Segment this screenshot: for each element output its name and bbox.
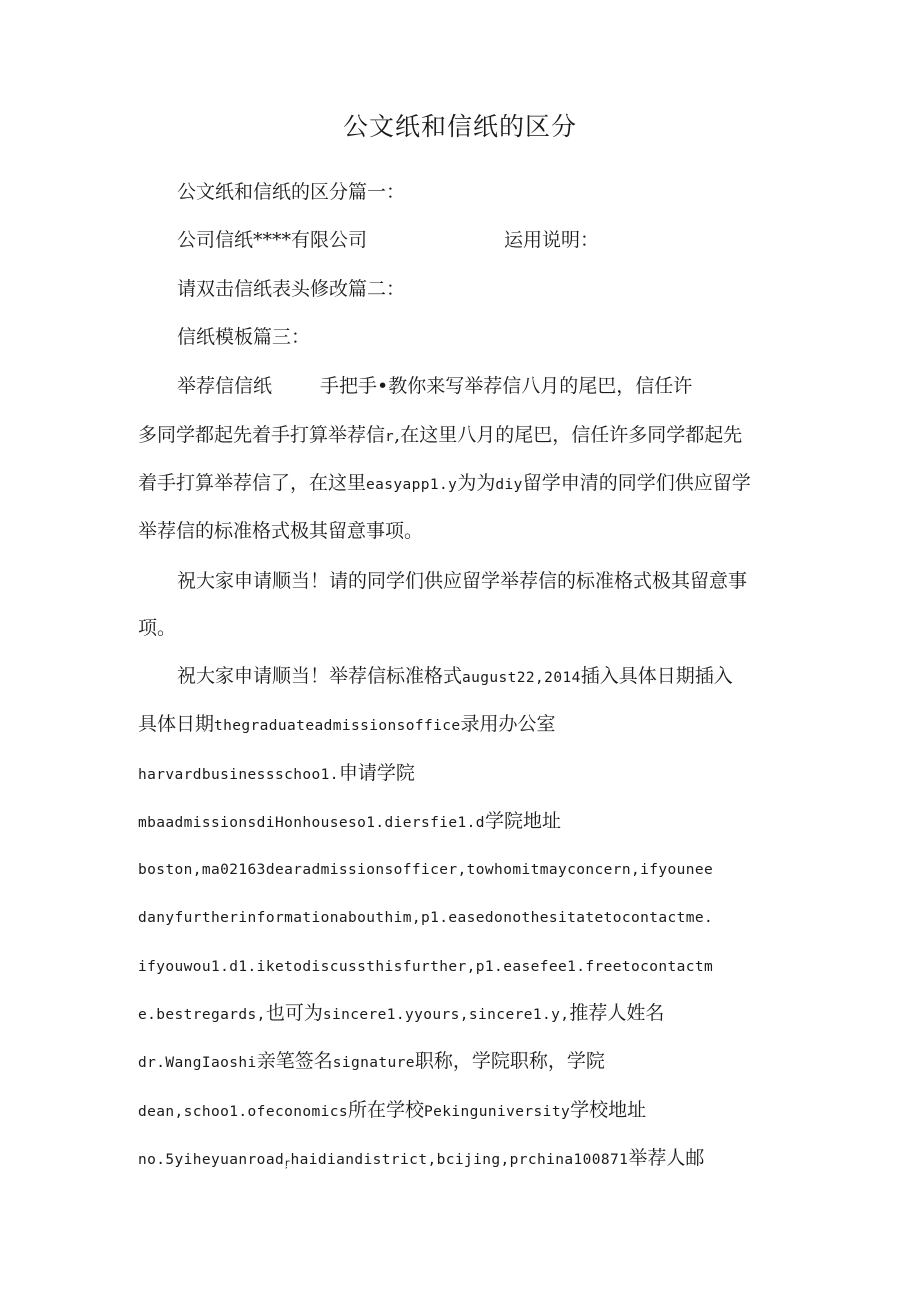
company-letterhead-text: 公司信纸****有限公司 (177, 229, 368, 251)
text-run: ,在这里八月的尾巴，信任许多同学都起先 (394, 424, 743, 446)
text-run: dr.WangIaoshi (138, 1055, 257, 1071)
text-run: 插入具体日期插入 (580, 665, 733, 687)
text-run: dean,schoo1.ofeconomics (138, 1104, 348, 1120)
paragraph-line (138, 759, 415, 789)
text-run: 所在学校 (347, 1099, 424, 1121)
paragraph-line (138, 999, 664, 1029)
line-company-letterhead (177, 226, 599, 254)
paragraph-line: 祝大家申请顺当！请的同学们供应留学举荐信的标准格式极其留意事 (177, 570, 748, 592)
text-run: 申请学院 (338, 762, 415, 784)
paragraph-line (138, 710, 556, 740)
text-run: 学院地址 (484, 810, 561, 832)
text-run: r (385, 429, 395, 445)
paragraph-line (138, 807, 561, 837)
text-run: signature (332, 1055, 415, 1071)
text-run: 多同学都起先着手打算举荐信 (138, 424, 386, 446)
text-run: 也可为 (265, 1002, 323, 1024)
text-run: diy (495, 477, 523, 493)
text-run: Pekinguniversity (424, 1104, 571, 1120)
text-run: 职称，学院职称，学院 (414, 1050, 605, 1072)
paragraph-line (138, 421, 742, 451)
text-run: ŗ (284, 1158, 291, 1169)
text-run: 手把手•教你来写举荐信八月的尾巴，信任许 (320, 375, 693, 397)
paragraph-line (177, 662, 733, 692)
text-run: 学校地址 (570, 1099, 647, 1121)
heading-part-three: 信纸模板篇三： (177, 326, 311, 348)
paragraph-line: danyfurtherinformationabouthim,p1.easedonothesitatetocontactme. (138, 910, 714, 926)
paragraph-line (138, 469, 751, 499)
paragraph-line (177, 372, 692, 400)
text-run: easyapp1.y (366, 477, 458, 493)
paragraph-line: ifyouwou1.d1.iketodiscussthisfurther,p1.easefee1.freetocontactm (138, 959, 714, 975)
text-run: haidiandistrict,bcijing,prchina100871 (290, 1152, 629, 1168)
text-run: 留学申清的同学们供应留学 (522, 472, 751, 494)
text-run: e.bestregards, (138, 1007, 266, 1023)
heading-part-two: 请双击信纸表头修改篇二： (177, 278, 406, 300)
document-title: 公文纸和信纸的区分 (342, 112, 577, 141)
heading-part-one: 公文纸和信纸的区分篇一： (177, 181, 406, 203)
paragraph-line: 举荐信的标准格式极其留意事项。 (138, 520, 424, 542)
paragraph-line (138, 1096, 646, 1126)
usage-notes-label: 运用说明： (504, 229, 600, 251)
text-run: 为为 (457, 472, 496, 494)
text-run: 举荐信信纸 (177, 375, 273, 397)
text-run: 祝大家申请顺当！举荐信标准格式 (177, 665, 463, 687)
paragraph-line: boston,ma02163dearadmissionsofficer,towhomitmayconcern,ifyounee (138, 862, 714, 878)
paragraph-line (138, 1047, 605, 1077)
paragraph-line: 项。 (138, 617, 177, 639)
text-run: mbaadmissionsdiHonhouseso1.diersfie1.d (138, 815, 485, 831)
text-run: 亲笔签名 (256, 1050, 333, 1072)
text-run: 推荐人姓名 (569, 1002, 665, 1024)
text-run: 举荐人邮 (628, 1147, 705, 1169)
paragraph-line (138, 1144, 704, 1178)
text-run: no.5yiheyuanroad (138, 1152, 285, 1168)
text-run: august22,2014 (462, 670, 581, 686)
text-run: 录用办公室 (460, 713, 556, 735)
text-run: 具体日期 (138, 713, 215, 735)
text-run: thegraduateadmissionsoffice (214, 718, 461, 734)
text-run: sincere1.yyours,sincere1.y, (322, 1007, 570, 1023)
text-run: harvardbusinessschoo1. (138, 767, 339, 783)
text-run: 着手打算举荐信了，在这里 (138, 472, 367, 494)
